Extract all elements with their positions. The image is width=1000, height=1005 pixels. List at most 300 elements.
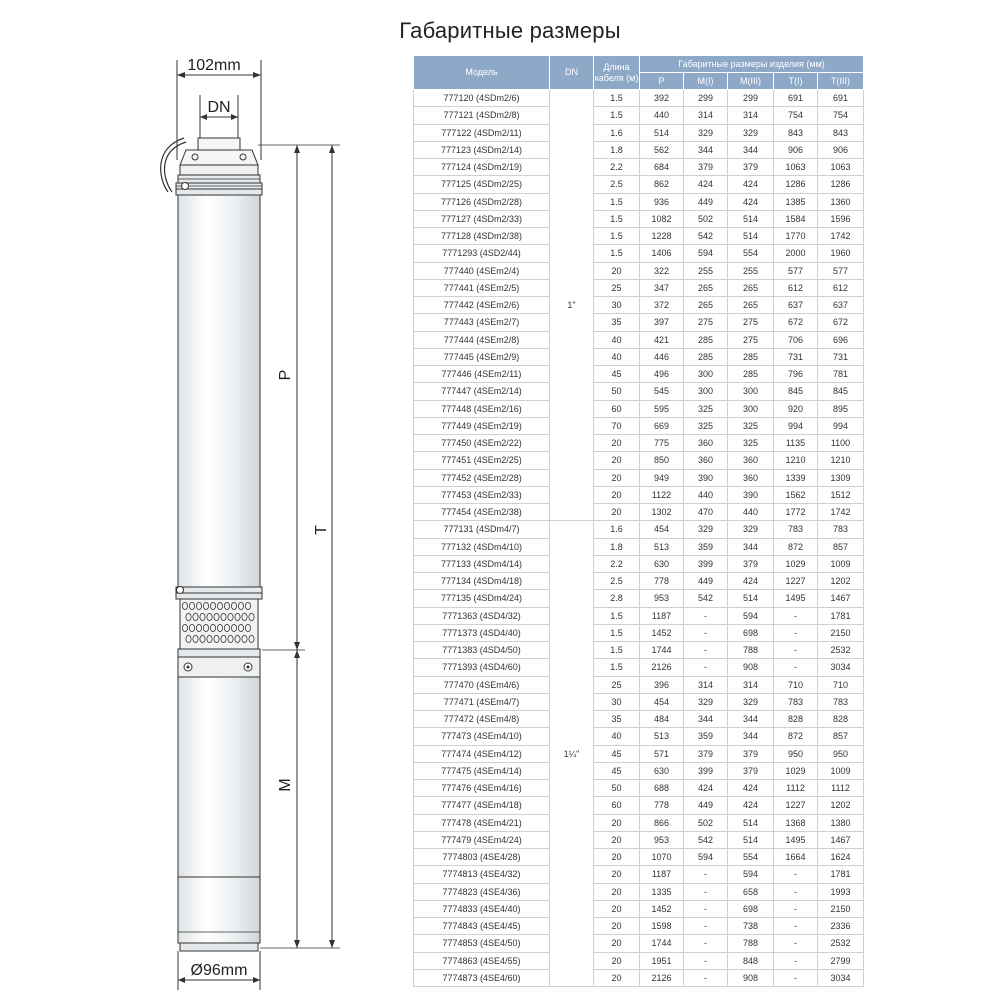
p-cell: 1302 (640, 504, 684, 521)
model-cell: 777454 (4SEm2/38) (414, 504, 550, 521)
t3-cell: 783 (818, 693, 864, 710)
t3-cell: 1202 (818, 573, 864, 590)
cable-length-cell: 1.5 (594, 642, 640, 659)
t1-cell: 1135 (774, 435, 818, 452)
t3-cell: 3034 (818, 969, 864, 986)
table-row (414, 124, 864, 141)
table-row (414, 780, 864, 797)
table-row (414, 918, 864, 935)
t3-cell: 781 (818, 366, 864, 383)
cable-length-cell: 20 (594, 814, 640, 831)
t3-cell: 691 (818, 90, 864, 107)
table-row (414, 538, 864, 555)
cable-length-cell: 2.2 (594, 555, 640, 572)
m1-cell: 449 (684, 797, 728, 814)
model-cell: 777476 (4SEm4/16) (414, 780, 550, 797)
p-cell: 1228 (640, 228, 684, 245)
header-cable-length (594, 56, 640, 90)
p-cell: 1951 (640, 952, 684, 969)
model-cell: 7774833 (4SE4/40) (414, 900, 550, 917)
t1-cell: 1664 (774, 849, 818, 866)
t3-cell: 1993 (818, 883, 864, 900)
t1-cell: - (774, 918, 818, 935)
cable-length-cell: 20 (594, 849, 640, 866)
cable-length-cell: 20 (594, 866, 640, 883)
m1-cell: 265 (684, 297, 728, 314)
cable-length-cell: 20 (594, 262, 640, 279)
model-cell: 777120 (4SDm2/6) (414, 90, 550, 107)
m3-cell: 514 (728, 210, 774, 227)
table-row (414, 262, 864, 279)
m1-cell: - (684, 642, 728, 659)
t3-cell: 783 (818, 521, 864, 538)
model-cell: 777473 (4SEm4/10) (414, 728, 550, 745)
model-cell: 777451 (4SEm2/25) (414, 452, 550, 469)
m1-cell: 325 (684, 417, 728, 434)
model-cell: 777123 (4SDm2/14) (414, 141, 550, 158)
p-cell: 392 (640, 90, 684, 107)
t1-cell: 1368 (774, 814, 818, 831)
table-row (414, 555, 864, 572)
t1-cell: 1029 (774, 762, 818, 779)
m3-cell: 908 (728, 969, 774, 986)
m1-cell: 359 (684, 728, 728, 745)
cable-length-cell: 45 (594, 762, 640, 779)
m1-cell: 255 (684, 262, 728, 279)
model-cell: 777452 (4SEm2/28) (414, 469, 550, 486)
cable-length-cell: 20 (594, 486, 640, 503)
t1-cell: 706 (774, 331, 818, 348)
t1-cell: - (774, 900, 818, 917)
p-cell: 1744 (640, 642, 684, 659)
model-cell: 777479 (4SEm4/24) (414, 831, 550, 848)
t1-cell: - (774, 952, 818, 969)
p-cell: 1598 (640, 918, 684, 935)
diameter-label: Ø96mm (190, 962, 248, 979)
t3-cell: 2532 (818, 642, 864, 659)
m3-cell: 379 (728, 745, 774, 762)
t3-cell: 906 (818, 141, 864, 158)
t1-cell: 1770 (774, 228, 818, 245)
t3-cell: 1512 (818, 486, 864, 503)
t3-cell: 2799 (818, 952, 864, 969)
table-row (414, 141, 864, 158)
p-cell: 1082 (640, 210, 684, 227)
t1-cell: 1210 (774, 452, 818, 469)
m1-cell: 470 (684, 504, 728, 521)
m1-cell: - (684, 659, 728, 676)
p-cell: 850 (640, 452, 684, 469)
t3-cell: 1112 (818, 780, 864, 797)
p-cell: 397 (640, 314, 684, 331)
p-cell: 1070 (640, 849, 684, 866)
m1-cell: 542 (684, 590, 728, 607)
t1-cell: 783 (774, 693, 818, 710)
cable-length-cell: 2.5 (594, 573, 640, 590)
model-cell: 7774823 (4SE4/36) (414, 883, 550, 900)
m3-cell: 424 (728, 573, 774, 590)
table-row (414, 400, 864, 417)
cable-length-cell: 20 (594, 469, 640, 486)
t3-cell: 696 (818, 331, 864, 348)
t1-cell: 637 (774, 297, 818, 314)
cable-length-cell: 35 (594, 711, 640, 728)
model-cell: 7771383 (4SD4/50) (414, 642, 550, 659)
m3-cell: 379 (728, 555, 774, 572)
t3-cell: 1781 (818, 866, 864, 883)
m3-cell: 265 (728, 279, 774, 296)
t1-cell: - (774, 883, 818, 900)
table-row (414, 176, 864, 193)
m3-cell: 360 (728, 452, 774, 469)
table-row (414, 331, 864, 348)
t1-cell: 1385 (774, 193, 818, 210)
p-cell: 322 (640, 262, 684, 279)
m1-cell: 594 (684, 245, 728, 262)
cable-length-cell: 1.5 (594, 624, 640, 641)
t3-cell: 895 (818, 400, 864, 417)
cable-length-cell: 1.8 (594, 141, 640, 158)
m1-cell: 424 (684, 780, 728, 797)
t3-cell: 950 (818, 745, 864, 762)
table-row (414, 866, 864, 883)
m3-cell: 514 (728, 814, 774, 831)
m3-cell: 440 (728, 504, 774, 521)
m3-cell: 314 (728, 107, 774, 124)
m1-cell: 314 (684, 676, 728, 693)
model-cell: 7774843 (4SE4/45) (414, 918, 550, 935)
table-row (414, 797, 864, 814)
table-row (414, 314, 864, 331)
t1-cell: 920 (774, 400, 818, 417)
t1-cell: 872 (774, 728, 818, 745)
cable-length-cell: 20 (594, 969, 640, 986)
table-row (414, 504, 864, 521)
pump-head (176, 138, 262, 195)
table-row (414, 486, 864, 503)
model-cell: 777453 (4SEm2/33) (414, 486, 550, 503)
m1-cell: 399 (684, 555, 728, 572)
t1-cell: - (774, 935, 818, 952)
cable-length-cell: 20 (594, 900, 640, 917)
t3-cell: 612 (818, 279, 864, 296)
m1-cell: 299 (684, 90, 728, 107)
t1-cell: - (774, 607, 818, 624)
p-cell: 1187 (640, 866, 684, 883)
t3-cell: 828 (818, 711, 864, 728)
p-cell: 688 (640, 780, 684, 797)
table-row (414, 228, 864, 245)
t3-cell: 1063 (818, 159, 864, 176)
m1-cell: 359 (684, 538, 728, 555)
table-row (414, 900, 864, 917)
t3-cell: 2150 (818, 624, 864, 641)
m3-cell: 329 (728, 124, 774, 141)
t1-cell: 577 (774, 262, 818, 279)
p-cell: 778 (640, 797, 684, 814)
m1-cell: 542 (684, 228, 728, 245)
m3-cell: 265 (728, 297, 774, 314)
cable-length-cell: 2.2 (594, 159, 640, 176)
m3-cell: 255 (728, 262, 774, 279)
table-row (414, 728, 864, 745)
cable-length-cell: 20 (594, 831, 640, 848)
cable-length-cell: 30 (594, 693, 640, 710)
p-cell: 513 (640, 728, 684, 745)
p-cell: 1452 (640, 624, 684, 641)
table-row (414, 383, 864, 400)
table-row (414, 969, 864, 986)
cable-length-cell: 50 (594, 780, 640, 797)
p-cell: 778 (640, 573, 684, 590)
dn-cell: 1" (550, 90, 594, 521)
t1-cell: 672 (774, 314, 818, 331)
model-cell: 7774853 (4SE4/50) (414, 935, 550, 952)
t1-cell: - (774, 866, 818, 883)
t1-cell: 1562 (774, 486, 818, 503)
t1-cell: 754 (774, 107, 818, 124)
pump-body (178, 195, 260, 587)
table-row (414, 573, 864, 590)
model-cell: 777474 (4SEm4/12) (414, 745, 550, 762)
t3-cell: 994 (818, 417, 864, 434)
m1-cell: 285 (684, 331, 728, 348)
table-row (414, 831, 864, 848)
t3-cell: 1467 (818, 590, 864, 607)
table-row (414, 711, 864, 728)
table-row (414, 297, 864, 314)
p-cell: 953 (640, 831, 684, 848)
m1-cell: - (684, 918, 728, 935)
model-cell: 777122 (4SDm2/11) (414, 124, 550, 141)
cable-length-cell: 2.8 (594, 590, 640, 607)
model-cell: 7774803 (4SE4/28) (414, 849, 550, 866)
m3-cell: 848 (728, 952, 774, 969)
cable-length-cell: 20 (594, 935, 640, 952)
t3-cell: 1009 (818, 762, 864, 779)
table-row (414, 366, 864, 383)
m3-cell: 344 (728, 728, 774, 745)
table-row (414, 417, 864, 434)
vertical-dimensions (258, 145, 340, 948)
cable-length-cell: 25 (594, 676, 640, 693)
table-row (414, 245, 864, 262)
t1-cell: 2000 (774, 245, 818, 262)
cable-length-cell: 45 (594, 366, 640, 383)
p-cell: 1406 (640, 245, 684, 262)
table-row (414, 952, 864, 969)
table-row (414, 590, 864, 607)
p-cell: 1187 (640, 607, 684, 624)
cable-length-cell: 1.5 (594, 245, 640, 262)
cable-length-cell: 40 (594, 348, 640, 365)
m3-cell: 275 (728, 331, 774, 348)
m3-cell: 329 (728, 521, 774, 538)
m1-cell: 440 (684, 486, 728, 503)
cable-length-cell: 1.5 (594, 193, 640, 210)
cable-length-cell: 1.5 (594, 607, 640, 624)
t3-cell: 1596 (818, 210, 864, 227)
m3-cell: 554 (728, 245, 774, 262)
model-cell: 777125 (4SDm2/25) (414, 176, 550, 193)
table-row (414, 469, 864, 486)
header-dimensions: Габаритные размеры изделия (мм) (640, 56, 864, 73)
m3-cell: 300 (728, 383, 774, 400)
t1-cell: 612 (774, 279, 818, 296)
model-cell: 7771373 (4SD4/40) (414, 624, 550, 641)
m3-cell: 424 (728, 780, 774, 797)
p-cell: 454 (640, 693, 684, 710)
header-t1: T(I) (774, 73, 818, 90)
cable-length-cell: 1.8 (594, 538, 640, 555)
p-cell: 669 (640, 417, 684, 434)
model-cell: 7771393 (4SD4/60) (414, 659, 550, 676)
m1-cell: 379 (684, 159, 728, 176)
t1-cell: 1495 (774, 590, 818, 607)
m1-cell: 300 (684, 383, 728, 400)
m3-cell: 514 (728, 228, 774, 245)
cable-length-cell: 20 (594, 918, 640, 935)
model-cell: 777472 (4SEm4/8) (414, 711, 550, 728)
m1-cell: 329 (684, 521, 728, 538)
t3-cell: 710 (818, 676, 864, 693)
m1-cell: 329 (684, 693, 728, 710)
model-cell: 777450 (4SEm2/22) (414, 435, 550, 452)
table-row (414, 745, 864, 762)
m1-cell: 265 (684, 279, 728, 296)
p-cell: 421 (640, 331, 684, 348)
table-row (414, 159, 864, 176)
m3-cell: 344 (728, 711, 774, 728)
table-row (414, 279, 864, 296)
table-row (414, 435, 864, 452)
m1-cell: 449 (684, 573, 728, 590)
model-cell: 777443 (4SEm2/7) (414, 314, 550, 331)
t3-cell: 2532 (818, 935, 864, 952)
m3-cell: 379 (728, 762, 774, 779)
table-row (414, 452, 864, 469)
p-cell: 775 (640, 435, 684, 452)
cable-length-cell: 20 (594, 952, 640, 969)
t3-cell: 754 (818, 107, 864, 124)
t3-cell: 1100 (818, 435, 864, 452)
t1-cell: 1495 (774, 831, 818, 848)
model-cell: 777133 (4SDm4/14) (414, 555, 550, 572)
p-cell: 484 (640, 711, 684, 728)
p-cell: 949 (640, 469, 684, 486)
p-cell: 545 (640, 383, 684, 400)
dn-label: DN (207, 99, 231, 116)
m3-cell: 698 (728, 900, 774, 917)
t1-cell: 1227 (774, 797, 818, 814)
t3-cell: 731 (818, 348, 864, 365)
p-cell: 953 (640, 590, 684, 607)
model-cell: 777128 (4SDm2/38) (414, 228, 550, 245)
model-cell: 777442 (4SEm2/6) (414, 297, 550, 314)
m3-cell: 658 (728, 883, 774, 900)
model-cell: 777127 (4SDm2/33) (414, 210, 550, 227)
header-cable-line2: кабеля (м) (594, 72, 639, 83)
t1-cell: 731 (774, 348, 818, 365)
t3-cell: 577 (818, 262, 864, 279)
m1-cell: 344 (684, 141, 728, 158)
m3-cell: 329 (728, 693, 774, 710)
model-cell: 777444 (4SEm2/8) (414, 331, 550, 348)
m3-cell: 594 (728, 866, 774, 883)
t3-cell: 857 (818, 728, 864, 745)
m1-cell: - (684, 607, 728, 624)
cable-length-cell: 45 (594, 745, 640, 762)
table-row (414, 348, 864, 365)
m3-cell: 554 (728, 849, 774, 866)
t1-cell: - (774, 642, 818, 659)
diameter-dimension (178, 951, 260, 990)
t1-cell: - (774, 624, 818, 641)
p-cell: 514 (640, 124, 684, 141)
m1-cell: - (684, 866, 728, 883)
p-cell: 684 (640, 159, 684, 176)
p-cell: 496 (640, 366, 684, 383)
t3-cell: 2150 (818, 900, 864, 917)
header-t3: T(III) (818, 73, 864, 90)
t1-cell: 796 (774, 366, 818, 383)
model-cell: 777446 (4SEm2/11) (414, 366, 550, 383)
m1-cell: - (684, 624, 728, 641)
model-cell: 7774863 (4SE4/55) (414, 952, 550, 969)
t3-cell: 637 (818, 297, 864, 314)
m1-cell: 329 (684, 124, 728, 141)
t3-cell: 1742 (818, 504, 864, 521)
m3-cell: 379 (728, 159, 774, 176)
t3-cell: 1202 (818, 797, 864, 814)
m1-cell: - (684, 969, 728, 986)
t3-cell: 845 (818, 383, 864, 400)
cable-length-cell: 20 (594, 435, 640, 452)
p-cell: 1452 (640, 900, 684, 917)
model-cell: 777445 (4SEm2/9) (414, 348, 550, 365)
m1-cell: 360 (684, 452, 728, 469)
t1-cell: 828 (774, 711, 818, 728)
p-cell: 347 (640, 279, 684, 296)
table-row (414, 624, 864, 641)
table-row (414, 642, 864, 659)
model-cell: 777470 (4SEm4/6) (414, 676, 550, 693)
table-row (414, 521, 864, 538)
t-label: T (313, 525, 330, 535)
m-label: M (277, 778, 294, 792)
header-dn: DN (550, 56, 594, 90)
m1-cell: 594 (684, 849, 728, 866)
header-model: Модель (414, 56, 550, 90)
p-cell: 862 (640, 176, 684, 193)
t1-cell: 710 (774, 676, 818, 693)
p-cell: 440 (640, 107, 684, 124)
cable-length-cell: 30 (594, 297, 640, 314)
p-cell: 571 (640, 745, 684, 762)
t3-cell: 1624 (818, 849, 864, 866)
header-m1: M(I) (684, 73, 728, 90)
t1-cell: 845 (774, 383, 818, 400)
model-cell: 777478 (4SEm4/21) (414, 814, 550, 831)
dimensions-table (413, 55, 863, 987)
m3-cell: 424 (728, 193, 774, 210)
p-cell: 454 (640, 521, 684, 538)
m1-cell: 314 (684, 107, 728, 124)
cable-length-cell: 1.5 (594, 210, 640, 227)
model-cell: 777121 (4SDm2/8) (414, 107, 550, 124)
model-cell: 777477 (4SEm4/18) (414, 797, 550, 814)
cable-length-cell: 1.5 (594, 228, 640, 245)
